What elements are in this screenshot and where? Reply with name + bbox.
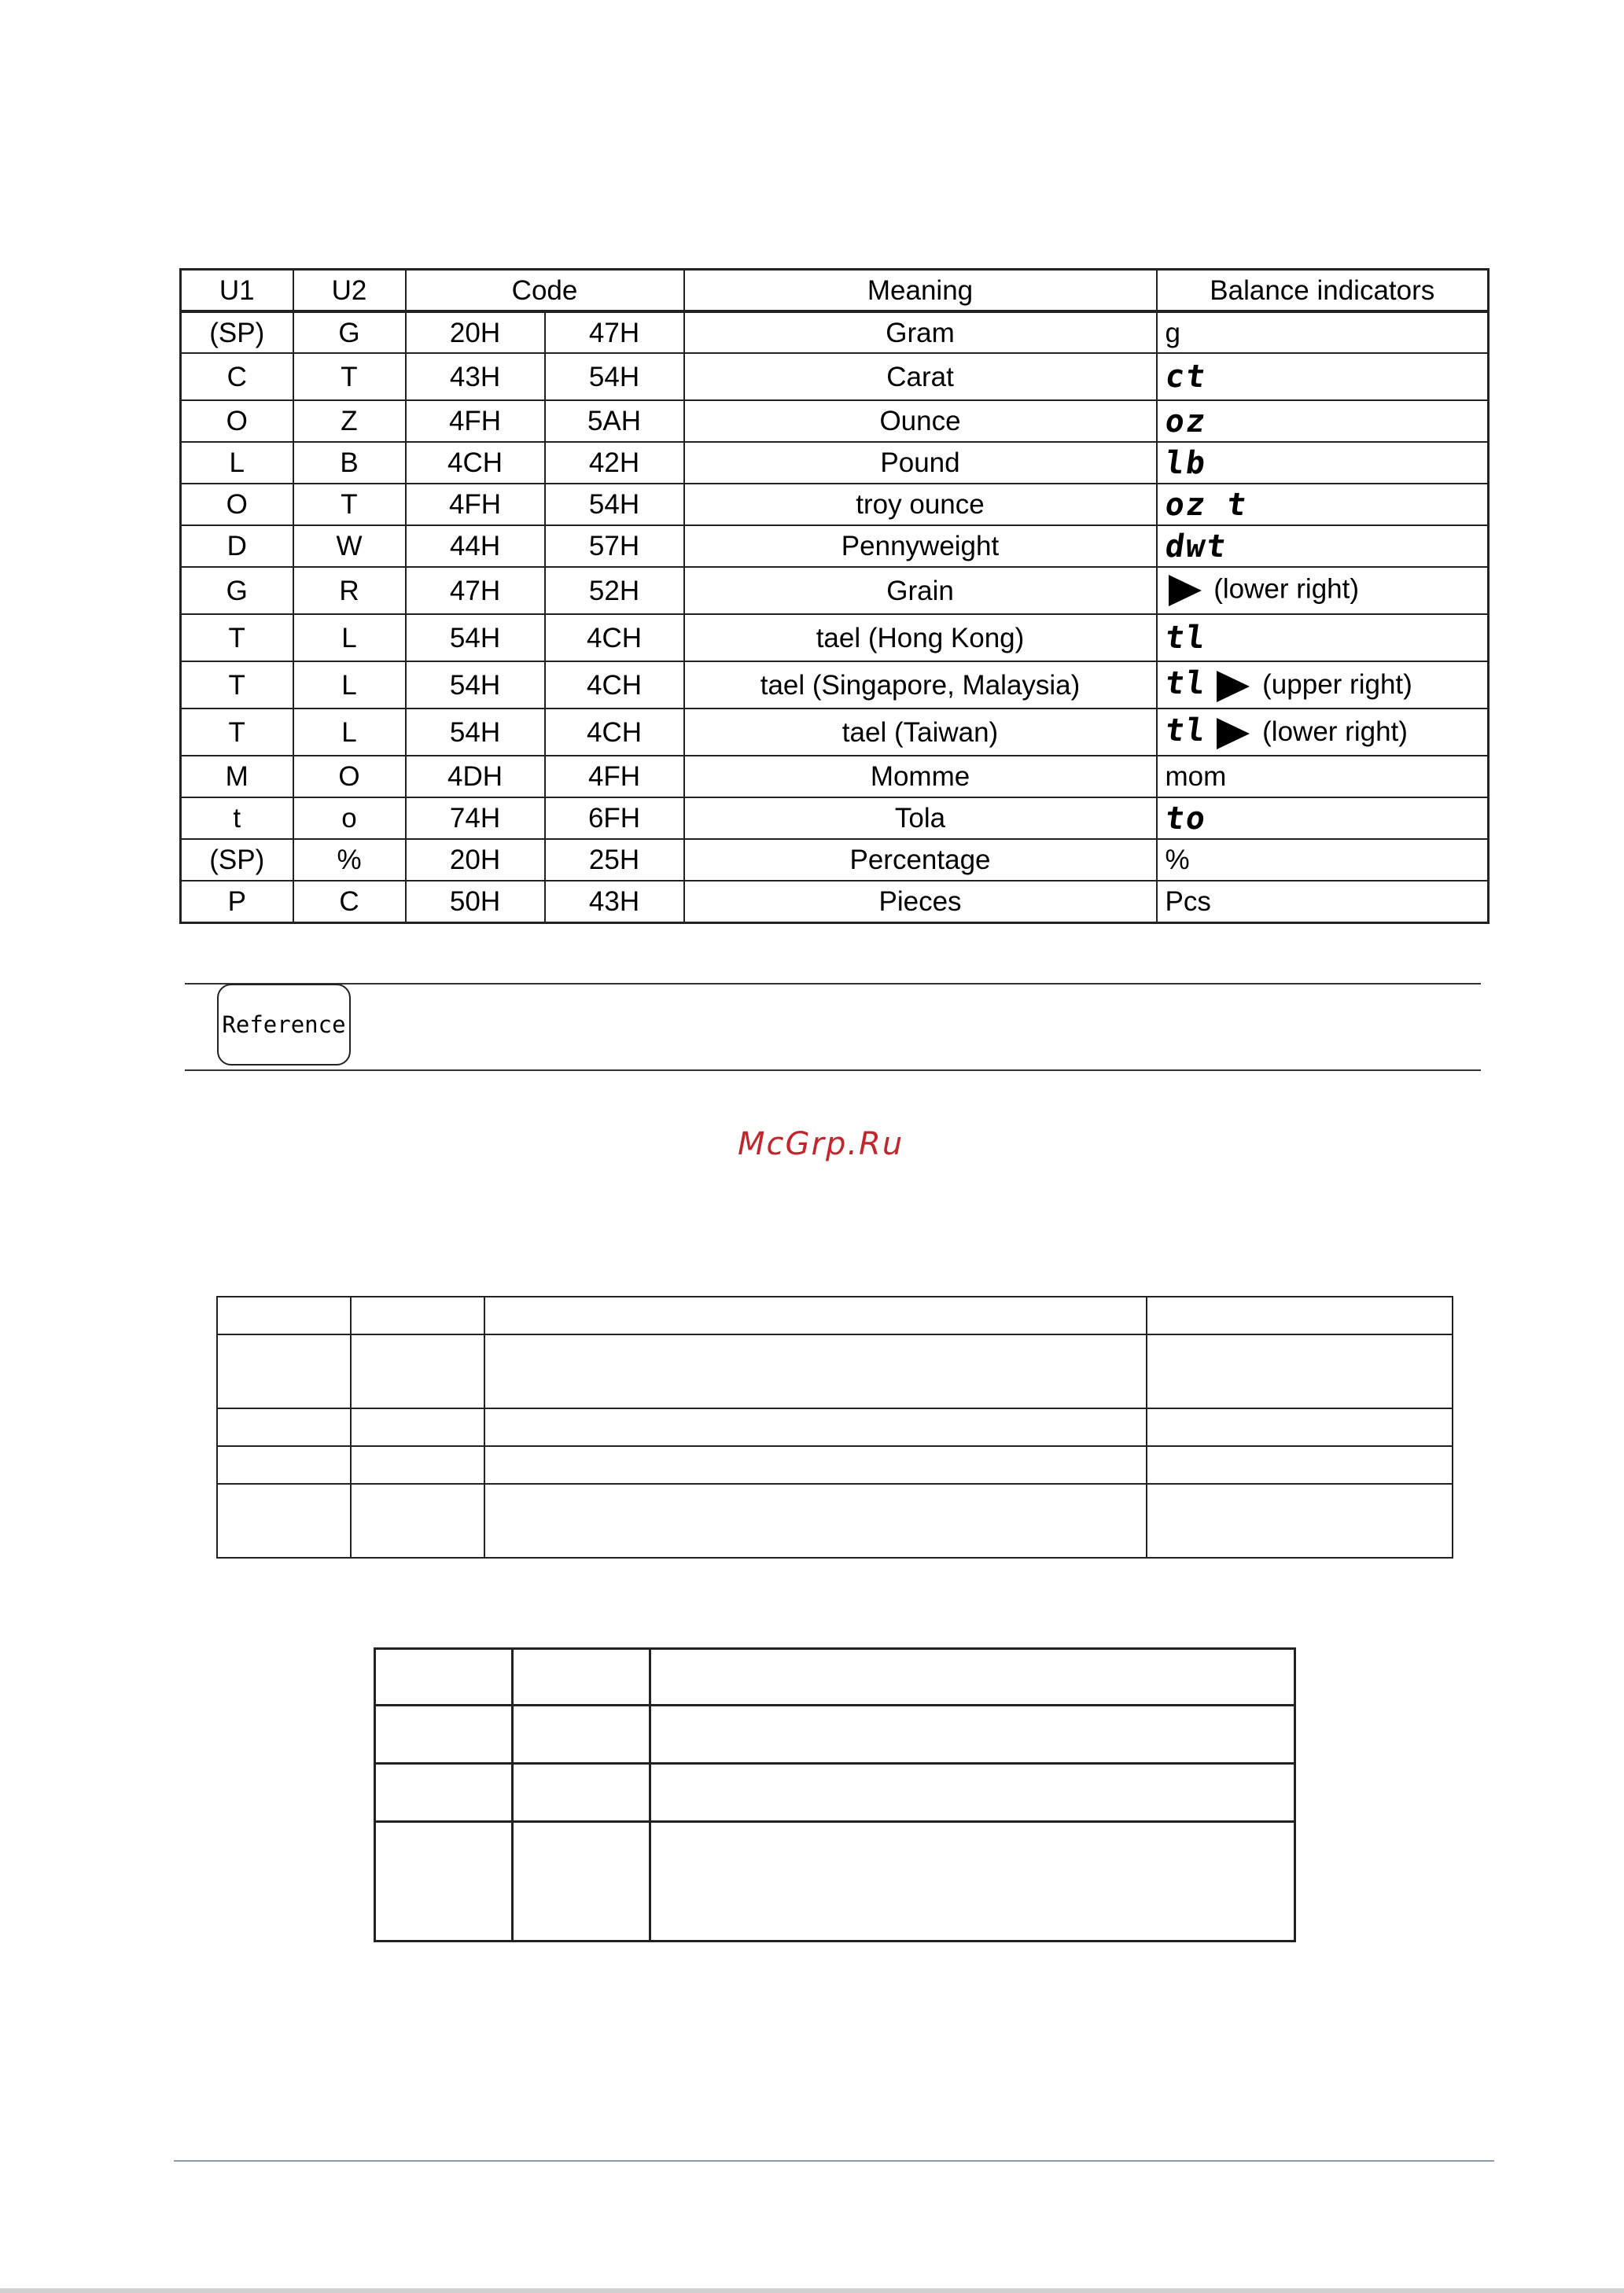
cell-code-2: 4CH [545, 709, 684, 756]
table-row [181, 567, 1489, 614]
cell-indicator [1157, 881, 1489, 922]
cell-code-1: 54H [406, 709, 545, 756]
table-row [375, 1706, 1295, 1764]
table-row [181, 400, 1489, 442]
cell-meaning: tael (Taiwan) [684, 709, 1157, 756]
footer-rule [174, 2160, 1494, 2162]
cell-code-2: 54H [545, 353, 684, 400]
indicator-note: (lower right) [1262, 716, 1408, 748]
cell-code-1: 4FH [406, 400, 545, 442]
reference-bottom-rule [185, 1069, 1481, 1071]
table-row [181, 797, 1489, 839]
units-table [179, 268, 1490, 924]
cell-u2: % [293, 839, 406, 881]
cell-u2: T [293, 353, 406, 400]
cell-meaning: Momme [684, 756, 1157, 797]
table-row [217, 1446, 1453, 1484]
cell-u2: Z [293, 400, 406, 442]
cell-u2: L [293, 709, 406, 756]
scan-edge [0, 2288, 1624, 2293]
cell-u1: T [181, 614, 293, 661]
cell-u1: L [181, 442, 293, 484]
table-row [217, 1297, 1453, 1334]
header-u2: U2 [293, 270, 406, 312]
cell-meaning: troy ounce [684, 484, 1157, 525]
cell-code-1: 74H [406, 797, 545, 839]
segment-display-text: oz t [1162, 486, 1250, 523]
cell-indicator [1157, 311, 1489, 353]
cell-meaning: tael (Hong Kong) [684, 614, 1157, 661]
segment-display-text: tl [1162, 665, 1209, 702]
cell-code-1: 4CH [406, 442, 545, 484]
table-row [217, 1334, 1453, 1408]
cell-u2: T [293, 484, 406, 525]
reference-top-rule [185, 983, 1481, 985]
table-row [181, 484, 1489, 525]
cell-code-1: 4DH [406, 756, 545, 797]
cell-meaning: Ounce [684, 400, 1157, 442]
indicator-note: (upper right) [1262, 669, 1412, 701]
cell-code-1: 54H [406, 661, 545, 709]
cell-code-2: 25H [545, 839, 684, 881]
table-row [217, 1408, 1453, 1446]
watermark: McGrp.Ru [738, 1126, 904, 1162]
cell-u2: G [293, 311, 406, 353]
cell-u2: R [293, 567, 406, 614]
table-row [181, 353, 1489, 400]
table-row [217, 1484, 1453, 1558]
cell-u1: M [181, 756, 293, 797]
empty-grid-table-2 [374, 1647, 1296, 1942]
cell-code-1: 54H [406, 614, 545, 661]
cell-u2: B [293, 442, 406, 484]
table-row [181, 709, 1489, 756]
indicator-text: mom [1165, 761, 1227, 792]
cell-meaning: Grain [684, 567, 1157, 614]
cell-code-1: 4FH [406, 484, 545, 525]
cell-meaning: Pennyweight [684, 525, 1157, 567]
cell-indicator [1157, 709, 1489, 756]
cell-u2: W [293, 525, 406, 567]
table-row [181, 311, 1489, 353]
cell-meaning: Pieces [684, 881, 1157, 922]
cell-code-2: 4CH [545, 661, 684, 709]
cell-u1: G [181, 567, 293, 614]
cell-code-2: 47H [545, 311, 684, 353]
segment-display-text: tl [1162, 620, 1209, 656]
header-indicators: Balance indicators [1157, 270, 1489, 312]
triangle-indicator-icon [1217, 718, 1250, 749]
indicator-note: (lower right) [1213, 573, 1360, 605]
cell-indicator [1157, 661, 1489, 709]
cell-code-2: 57H [545, 525, 684, 567]
cell-u1: T [181, 709, 293, 756]
cell-meaning: Tola [684, 797, 1157, 839]
cell-indicator [1157, 442, 1489, 484]
table-row [181, 756, 1489, 797]
cell-meaning: tael (Singapore, Malaysia) [684, 661, 1157, 709]
cell-u2: o [293, 797, 406, 839]
cell-code-2: 42H [545, 442, 684, 484]
cell-code-2: 54H [545, 484, 684, 525]
cell-indicator [1157, 797, 1489, 839]
header-code: Code [406, 270, 684, 312]
cell-u1: O [181, 400, 293, 442]
cell-code-2: 4CH [545, 614, 684, 661]
empty-grid-table-1 [216, 1296, 1453, 1559]
cell-code-1: 43H [406, 353, 545, 400]
table-row [181, 661, 1489, 709]
units-table-header [181, 270, 1489, 312]
cell-code-1: 20H [406, 311, 545, 353]
segment-display-text: oz [1162, 403, 1209, 440]
table-row [375, 1764, 1295, 1822]
cell-indicator [1157, 525, 1489, 567]
table-row [181, 614, 1489, 661]
reference-badge: Reference [217, 984, 351, 1066]
header-meaning: Meaning [684, 270, 1157, 312]
cell-u1: O [181, 484, 293, 525]
cell-indicator [1157, 839, 1489, 881]
cell-code-1: 47H [406, 567, 545, 614]
triangle-indicator-icon [1169, 575, 1202, 606]
cell-u2: O [293, 756, 406, 797]
cell-code-2: 4FH [545, 756, 684, 797]
cell-indicator [1157, 484, 1489, 525]
segment-display-text: ct [1162, 359, 1209, 395]
table-row [181, 525, 1489, 567]
cell-indicator [1157, 400, 1489, 442]
cell-meaning: Percentage [684, 839, 1157, 881]
cell-u1: D [181, 525, 293, 567]
cell-meaning: Gram [684, 311, 1157, 353]
table-row [375, 1649, 1295, 1706]
cell-code-2: 52H [545, 567, 684, 614]
cell-indicator [1157, 353, 1489, 400]
table-row [375, 1822, 1295, 1942]
cell-u2: L [293, 614, 406, 661]
cell-u1: t [181, 797, 293, 839]
header-u1: U1 [181, 270, 293, 312]
cell-u2: C [293, 881, 406, 922]
cell-u2: L [293, 661, 406, 709]
indicator-text: % [1165, 845, 1190, 875]
table-row [181, 442, 1489, 484]
cell-u1: (SP) [181, 839, 293, 881]
segment-display-text: dwt [1162, 528, 1229, 565]
cell-indicator [1157, 567, 1489, 614]
segment-display-text: tl [1162, 712, 1209, 749]
cell-meaning: Carat [684, 353, 1157, 400]
cell-u1: C [181, 353, 293, 400]
cell-code-2: 5AH [545, 400, 684, 442]
cell-code-1: 50H [406, 881, 545, 922]
cell-u1: P [181, 881, 293, 922]
cell-code-2: 6FH [545, 797, 684, 839]
cell-code-2: 43H [545, 881, 684, 922]
indicator-text: Pcs [1165, 885, 1211, 917]
table-row [181, 881, 1489, 922]
segment-display-text: to [1162, 800, 1209, 837]
triangle-indicator-icon [1217, 671, 1250, 702]
segment-display-text: lb [1162, 444, 1209, 481]
cell-indicator [1157, 614, 1489, 661]
cell-indicator [1157, 756, 1489, 797]
cell-code-1: 20H [406, 839, 545, 881]
cell-meaning: Pound [684, 442, 1157, 484]
cell-u1: T [181, 661, 293, 709]
cell-u1: (SP) [181, 311, 293, 353]
indicator-text: g [1165, 317, 1180, 348]
table-row [181, 839, 1489, 881]
cell-code-1: 44H [406, 525, 545, 567]
